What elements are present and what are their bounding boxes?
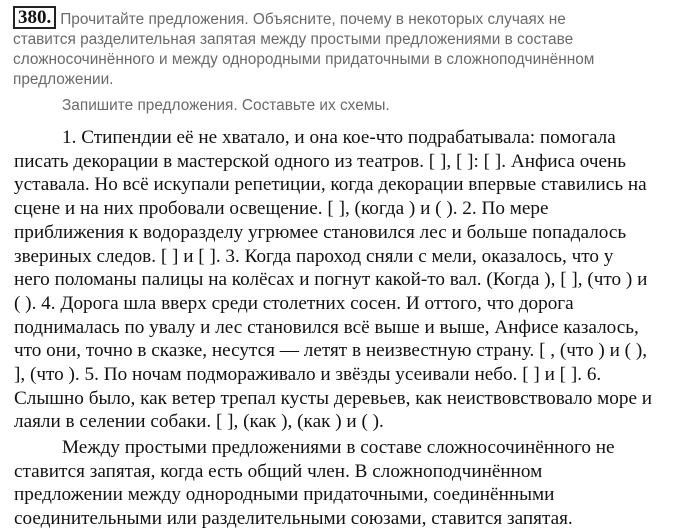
rule-line: ставится запятая, когда есть общий член. В сложноподчинённом bbox=[14, 460, 543, 482]
instruction-line bbox=[13, 6, 693, 30]
exercise-text bbox=[14, 126, 692, 434]
exercise-line: 1. Стипендии её не хватало, и она кое-что подрабатывала: помогала bbox=[62, 127, 616, 148]
rule-line: предложении между однородными придаточными, соединёнными bbox=[14, 484, 555, 506]
exercise-line: звериных следов. [ ] и [ ]. 3. Когда пароход сняли с мели, оказалось, что у bbox=[14, 245, 614, 267]
rule-text bbox=[14, 436, 692, 531]
task-number-box bbox=[13, 6, 56, 29]
exercise-line: что они, точно в сказке, несутся — летят в неизвестную страну. [ , (что ) и ( ), bbox=[14, 340, 648, 362]
exercise-line: уставала. Но всё искупали репетиции, когда декорации впервые ставились на bbox=[14, 174, 647, 196]
task-header bbox=[13, 6, 693, 90]
exercise-line: писать декорации в мастерской одного из театров. [ ], [ ]: [ ]. Анфиса очень bbox=[14, 150, 627, 172]
instruction-line: ставится разделительная запятая между простыми предложениями в составе bbox=[13, 31, 574, 48]
exercise-line: ( ). 4. Дорога шла вверх среди столетних сосен. И оттого, что дорога bbox=[14, 292, 574, 314]
exercise-line: Слышно было, как ветер трепал кусты деревьев, как неиствовствовало море и bbox=[14, 387, 653, 409]
rule-line: соединительными или разделительными союзами, ставится запятая. bbox=[14, 508, 573, 530]
exercise-line: ], (что ). 5. По ночам подмораживало и звёзды усеивали небо. [ ] и [ ]. 6. bbox=[14, 364, 602, 386]
instruction-line-text: Прочитайте предложения. Объясните, почему в некоторых случаях не bbox=[60, 11, 566, 28]
instruction-line: сложносочинённого и между однородными придаточными в сложноподчинённом bbox=[13, 51, 595, 68]
exercise-line: поднималась по увалу и лес становился всё выше и выше, Анфисе казалось, bbox=[14, 316, 639, 338]
exercise-line: сцене и на них пробовали освещение. [ ], (когда ) и ( ). 2. По мере bbox=[14, 198, 549, 220]
sub-instruction: Запишите предложения. Составьте их схемы. bbox=[62, 97, 390, 114]
instruction-line: предложении. bbox=[13, 71, 114, 88]
exercise-line: лаяли в селении собаки. [ ], (как ), (как ) и ( ). bbox=[14, 411, 384, 433]
exercise-line: него поломаны палицы на колёсах и погнут какой-то вал. (Когда ), [ ], (что ) и bbox=[14, 269, 648, 291]
rule-line: Между простыми предложениями в составе сложносочинённого не bbox=[62, 437, 615, 458]
task-number: 380. bbox=[18, 7, 52, 28]
exercise-line: приближения к водоразделу угрюмее становился лес и больше попадалось bbox=[14, 221, 627, 243]
